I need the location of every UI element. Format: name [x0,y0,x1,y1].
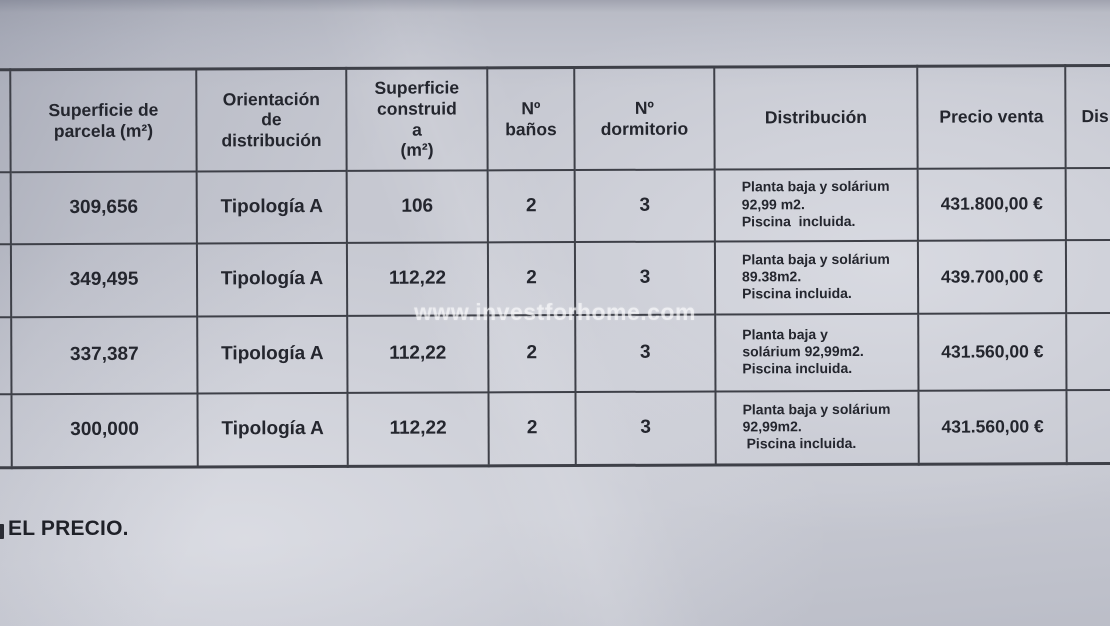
table-header-row [0,65,1110,172]
header-label: Precio venta [939,106,1044,128]
header-num-banos [487,68,574,170]
header-label: Dis [1081,106,1109,127]
cell-dormitorios: 3 [575,241,715,315]
cell-construida: 112,22 [347,242,488,316]
cell-orientacion: Tipología A [197,392,347,467]
header-label: Distribución [764,107,868,128]
header-num-dormitorio [574,67,714,170]
clipped-character [0,524,4,539]
cell-orientacion: Tipología A [197,315,347,393]
cell-orientacion: Tipología A [197,242,347,316]
header-precio-venta [917,66,1065,169]
cell-banos: 2 [488,315,575,392]
cell-construida: 112,22 [347,392,488,467]
cell-orientacion: Tipología A [197,170,347,243]
table-row [0,239,1110,317]
header-superficie-construida [346,68,487,171]
cell-dormitorios: 3 [575,391,715,466]
table-row [0,167,1110,244]
header-clipped-right-column [1065,65,1110,167]
cell-parcela: 300,000 [11,393,197,468]
cell-construida: 106 [347,170,488,243]
distribucion-text: Planta baja y solárium 92,99 m2. Piscina incluida. [741,178,890,229]
cell-dormitorios: 3 [575,314,715,392]
header-label: Orientación de distribución [221,88,322,151]
table-row [0,312,1110,394]
table-row [0,389,1110,468]
cell-precio: 431.800,00 € [918,168,1066,241]
cell-construida: 112,22 [347,315,488,393]
cell-distribucion [715,168,918,241]
watermark-text: www.investforhome.com [414,299,696,325]
header-label: Superficie construid a (m²) [374,77,460,161]
cell-clipped-left [0,394,12,468]
header-label: Nº baños [505,98,557,140]
cell-clipped-left [0,172,11,244]
cell-clipped-left [0,317,11,394]
cell-clipped-right [1066,167,1110,239]
cell-precio: 431.560,00 € [918,313,1066,391]
cell-banos: 2 [488,170,575,242]
property-price-table [0,64,1110,470]
header-superficie-parcela [10,69,196,172]
cell-clipped-left [0,244,11,317]
cell-distribucion [715,390,918,465]
cell-parcela: 349,495 [11,243,197,317]
header-distribucion [714,66,917,169]
cell-distribucion [715,313,918,391]
cell-dormitorios: 3 [575,169,715,242]
cell-clipped-right [1066,239,1110,312]
cell-parcela: 337,387 [11,316,197,394]
header-label: Superficie de parcela (m²) [48,99,159,141]
cell-banos: 2 [488,392,575,466]
footer-text: EL PRECIO. [8,517,129,540]
cell-precio: 431.560,00 € [918,390,1066,465]
cell-clipped-right [1066,389,1110,463]
cell-clipped-right [1066,312,1110,389]
distribucion-text: Planta baja y solárium 92,99m2. Piscina incluida. [742,325,864,377]
cell-banos: 2 [488,242,575,315]
distribucion-text: Planta baja y solárium 92,99m2. Piscina incluida. [742,401,891,452]
header-orientacion [196,68,346,171]
distribucion-text: Planta baja y solárium 89.38m2. Piscina incluida. [741,250,890,302]
cell-precio: 439.700,00 € [918,240,1066,314]
header-clipped-left-column [0,70,11,172]
header-label: Nº dormitorio [600,97,689,139]
cell-parcela: 309,656 [11,171,197,244]
cell-distribucion [715,240,918,314]
